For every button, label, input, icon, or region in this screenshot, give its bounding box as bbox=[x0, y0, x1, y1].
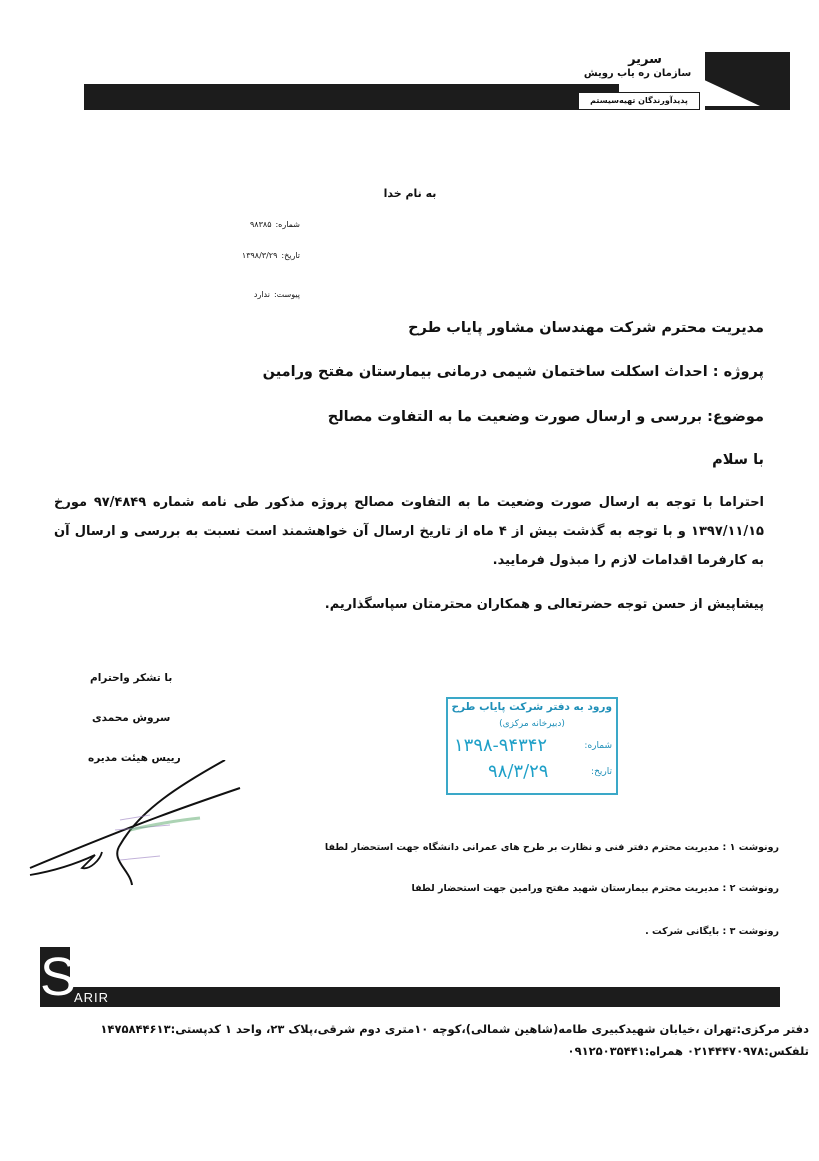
handwritten-signature-icon bbox=[20, 760, 260, 890]
letterhead-company-subtitle: سازمان ره یاب رویش bbox=[583, 68, 692, 79]
letterhead-tagline: پدیدآورندگان تهیه‌سیستم bbox=[578, 92, 700, 110]
signature-name: سروش محمدی bbox=[92, 712, 171, 724]
letter-number-value: ۹۸۳۸۵ bbox=[250, 220, 272, 229]
letter-date-value: ۱۳۹۸/۳/۲۹ bbox=[241, 251, 278, 260]
project-line: پروژه : احداث اسکلت ساختمان شیمی درمانی بیمارستان مفتح ورامین bbox=[262, 364, 764, 380]
bismillah: به نام خدا bbox=[383, 187, 437, 200]
signature-title: رییس هیئت مدیره bbox=[88, 752, 181, 764]
letterhead-company-name: سریر bbox=[628, 52, 662, 67]
footer-address: دفتر مرکزی:تهران ،خیابان شهیدکبیری طامه(شاهین شمالی)،کوچه ۱۰متری دوم شرقی،پلاک ۲۳، واحد ۱ کدپستی:۱۴۷۵۸۴۴۶۱۳ bbox=[100, 1022, 809, 1036]
greeting: با سلام bbox=[712, 452, 764, 468]
received-stamp bbox=[446, 697, 618, 795]
footer-logo-letter: S bbox=[40, 947, 77, 1007]
letter-date-label: تاریخ: bbox=[281, 251, 300, 260]
signature-regards: با تشکر واحترام bbox=[90, 672, 173, 684]
stamp-number-value: ۱۳۹۸-۹۴۳۴۲ bbox=[454, 735, 548, 756]
copy-line: رونوشت ۱ : مدیریت محترم دفتر فنی و نظارت بر طرح های عمرانی دانشگاه جهت استحضار لطفا bbox=[324, 842, 779, 853]
stamp-date-label: تاریخ: bbox=[591, 767, 612, 777]
letterhead-logo-cut bbox=[700, 78, 760, 106]
footer-contact: تلفکس:۰۲۱۴۴۴۷۰۹۷۸ همراه:۰۹۱۲۵۰۳۵۴۴۱ bbox=[567, 1044, 809, 1058]
letter-attachment-label: پیوست: bbox=[273, 290, 300, 299]
recipient: مدیریت محترم شرکت مهندسان مشاور پایاب طرح bbox=[408, 320, 764, 336]
letter-attachment bbox=[190, 290, 300, 299]
header-band bbox=[84, 84, 619, 110]
footer-logo-text: ARIR bbox=[74, 990, 110, 1005]
stamp-date-value: ۹۸/۳/۲۹ bbox=[488, 761, 549, 782]
copy-line: رونوشت ۳ : بایگانی شرکت . bbox=[645, 926, 779, 937]
letter-number bbox=[190, 220, 300, 229]
stamp-subtitle: (دبیرخانه مرکزی) bbox=[499, 719, 565, 729]
body-paragraph: احتراما با توجه به ارسال صورت وضعیت ما به التفاوت مصالح پروژه مذکور طی نامه شماره ۹۷/۴۸۴۹ مورخ ۱۳۹۷/۱۱/۱۵ و با توجه به گذشت بیش از ۴ ماه از تاریخ ارسال آن خواهشمند است نسبت به بررسی و ارسال آن به کارفرما اقدامات لازم را مبذول فرمایید. bbox=[54, 495, 765, 568]
letter-number-label: شماره: bbox=[275, 220, 300, 229]
letter-date bbox=[190, 251, 300, 260]
closing-paragraph: پیشاپیش از حسن توجه حضرتعالی و همکاران محترمتان سپاسگذاریم. bbox=[324, 597, 764, 612]
stamp-title: ورود به دفتر شرکت پایاب طرح bbox=[451, 701, 612, 713]
subject-line: موضوع: بررسی و ارسال صورت وضعیت ما به التفاوت مصالح bbox=[327, 409, 764, 425]
letter-attachment-value: ندارد bbox=[253, 290, 270, 299]
copy-line: رونوشت ۲ : مدیریت محترم بیمارستان شهید مفتح ورامین جهت استحضار لطفا bbox=[411, 883, 779, 894]
footer-band bbox=[40, 987, 780, 1007]
stamp-number-label: شماره: bbox=[584, 741, 612, 751]
